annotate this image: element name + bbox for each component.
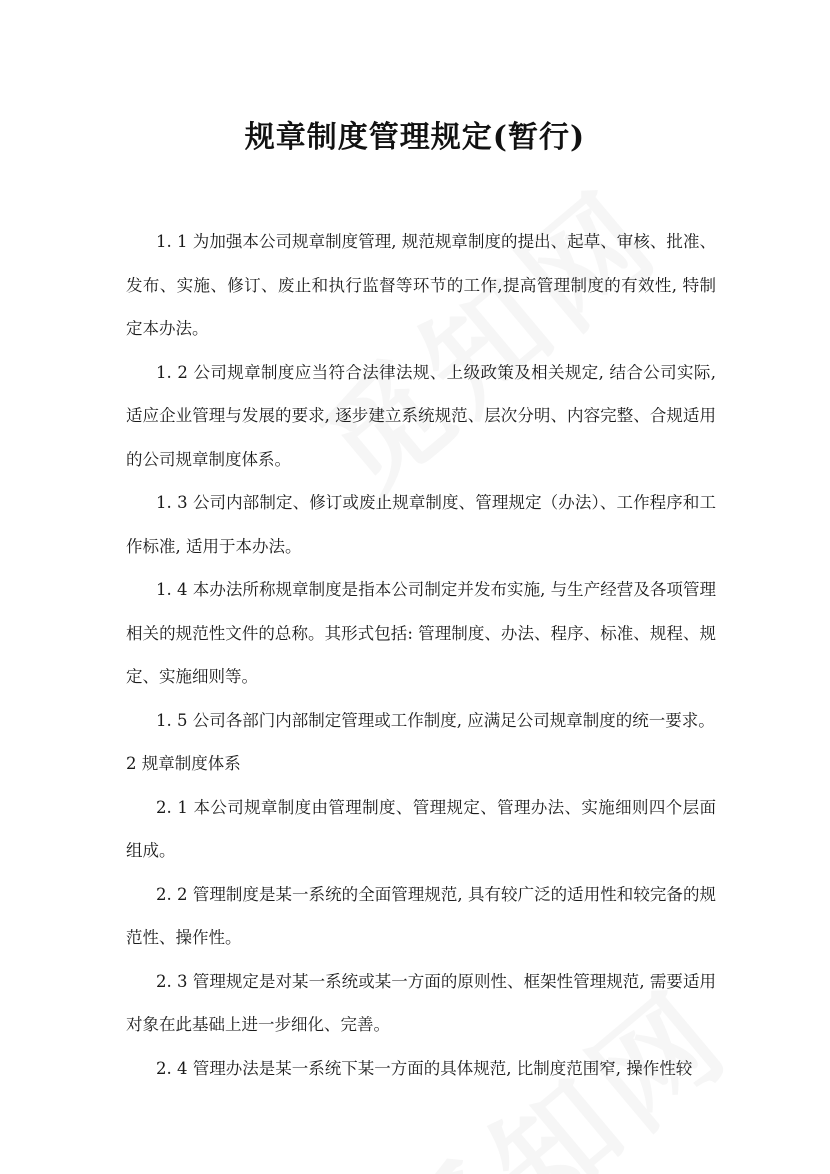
paragraph-1-4: 1. 4 本办法所称规章制度是指本公司制定并发布实施, 与生产经营及各项管理相关的规范性文件的总称。其形式包括: 管理制度、办法、程序、标准、规程、规定、实施细则等。 bbox=[126, 580, 716, 686]
document-title: 规章制度管理规定(暂行) bbox=[244, 120, 586, 155]
paragraph-2-3: 2. 3 管理规定是对某一系统或某一方面的原则性、框架性管理规范, 需要适用对象在此基础上进一步细化、完善。 bbox=[126, 971, 716, 1034]
paragraph-1-3: 1. 3 公司内部制定、修订或废止规章制度、管理规定（办法）、工作程序和工作标准, 适用于本办法。 bbox=[126, 493, 716, 556]
paragraph-1-2: 1. 2 公司规章制度应当符合法律法规、上级政策及相关规定, 结合公司实际, 适应企业管理与发展的要求, 逐步建立系统规范、层次分明、内容完整、合规适用的公司规章制度体系。 bbox=[126, 362, 716, 469]
paragraph-1-5: 1. 5 公司各部门内部制定管理或工作制度, 应满足公司规章制度的统一要求。 bbox=[156, 710, 715, 730]
paragraph-1-1: 1. 1 为加强本公司规章制度管理, 规范规章制度的提出、起草、审核、批准、发布、实施、修订、废止和执行监督等环节的工作,提高管理制度的有效性, 特制定本办法。 bbox=[126, 232, 716, 338]
paragraph-2-2: 2. 2 管理制度是某一系统的全面管理规范, 具有较广泛的适用性和较完备的规范性、操作性。 bbox=[126, 884, 716, 947]
section-heading-2: 2 规章制度体系 bbox=[126, 754, 241, 773]
paragraph-2-1: 2. 1 本公司规章制度由管理制度、管理规定、管理办法、实施细则四个层面组成。 bbox=[126, 797, 716, 860]
document-body bbox=[126, 220, 716, 1090]
paragraph-2-4: 2. 4 管理办法是某一系统下某一方面的具体规范, 比制度范围窄, 操作性较 bbox=[156, 1058, 693, 1078]
